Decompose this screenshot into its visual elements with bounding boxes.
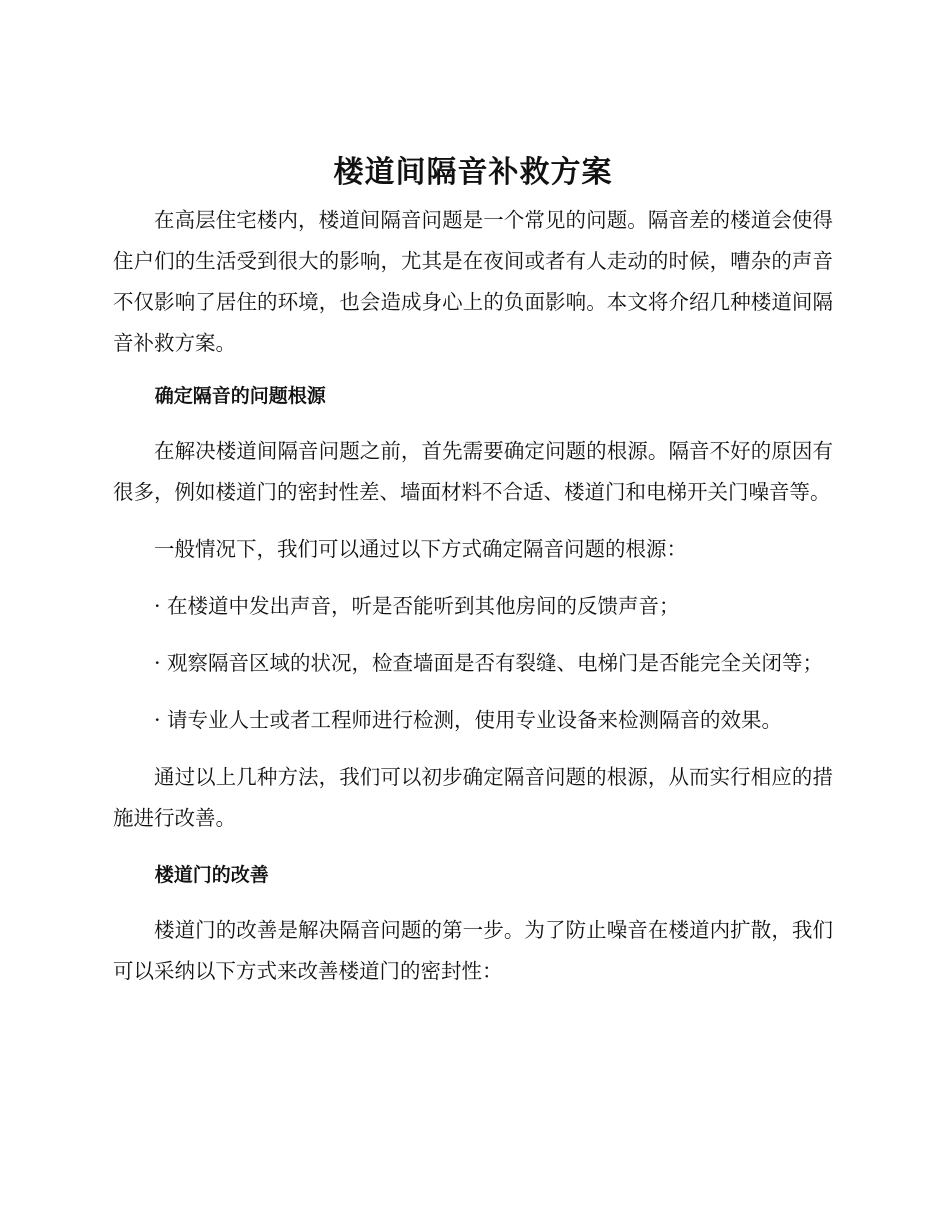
section-heading-door-improvement: 楼道门的改善 <box>154 864 269 886</box>
bullet-item: · 在楼道中发出声音，听是否能听到其他房间的反馈声音； <box>154 594 680 618</box>
paragraph: 一般情况下，我们可以通过以下方式确定隔音问题的根源： <box>154 537 687 561</box>
section-heading-root-cause: 确定隔音的问题根源 <box>154 385 326 407</box>
bullet-item: · 观察隔音区域的状况，检查墙面是否有裂缝、电梯门是否能完全关闭等； <box>154 651 824 675</box>
paragraph: 通过以上几种方法，我们可以初步确定隔音问题的根源，从而实行相应的措施进行改善。 <box>113 765 833 830</box>
paragraph: 在解决楼道间隔音问题之前，首先需要确定问题的根源。隔音不好的原因有很多，例如楼道门的密封性差、墙面材料不合适、楼道门和电梯开关门噪音等。 <box>113 439 833 504</box>
intro-paragraph: 在高层住宅楼内，楼道间隔音问题是一个常见的问题。隔音差的楼道会使得住户们的生活受到很大的影响，尤其是在夜间或者有人走动的时候，嘈杂的声音不仅影响了居住的环境，也会造成身心上的负面影响。本文将介绍几种楼道间隔音补救方案。 <box>113 208 833 355</box>
document-page <box>113 150 833 1008</box>
bullet-item: · 请专业人士或者工程师进行检测，使用专业设备来检测隔音的效果。 <box>154 708 783 732</box>
paragraph: 楼道门的改善是解决隔音问题的第一步。为了防止噪音在楼道内扩散，我们可以采纳以下方式来改善楼道门的密封性： <box>113 918 833 983</box>
document-title: 楼道间隔音补救方案 <box>333 155 613 190</box>
